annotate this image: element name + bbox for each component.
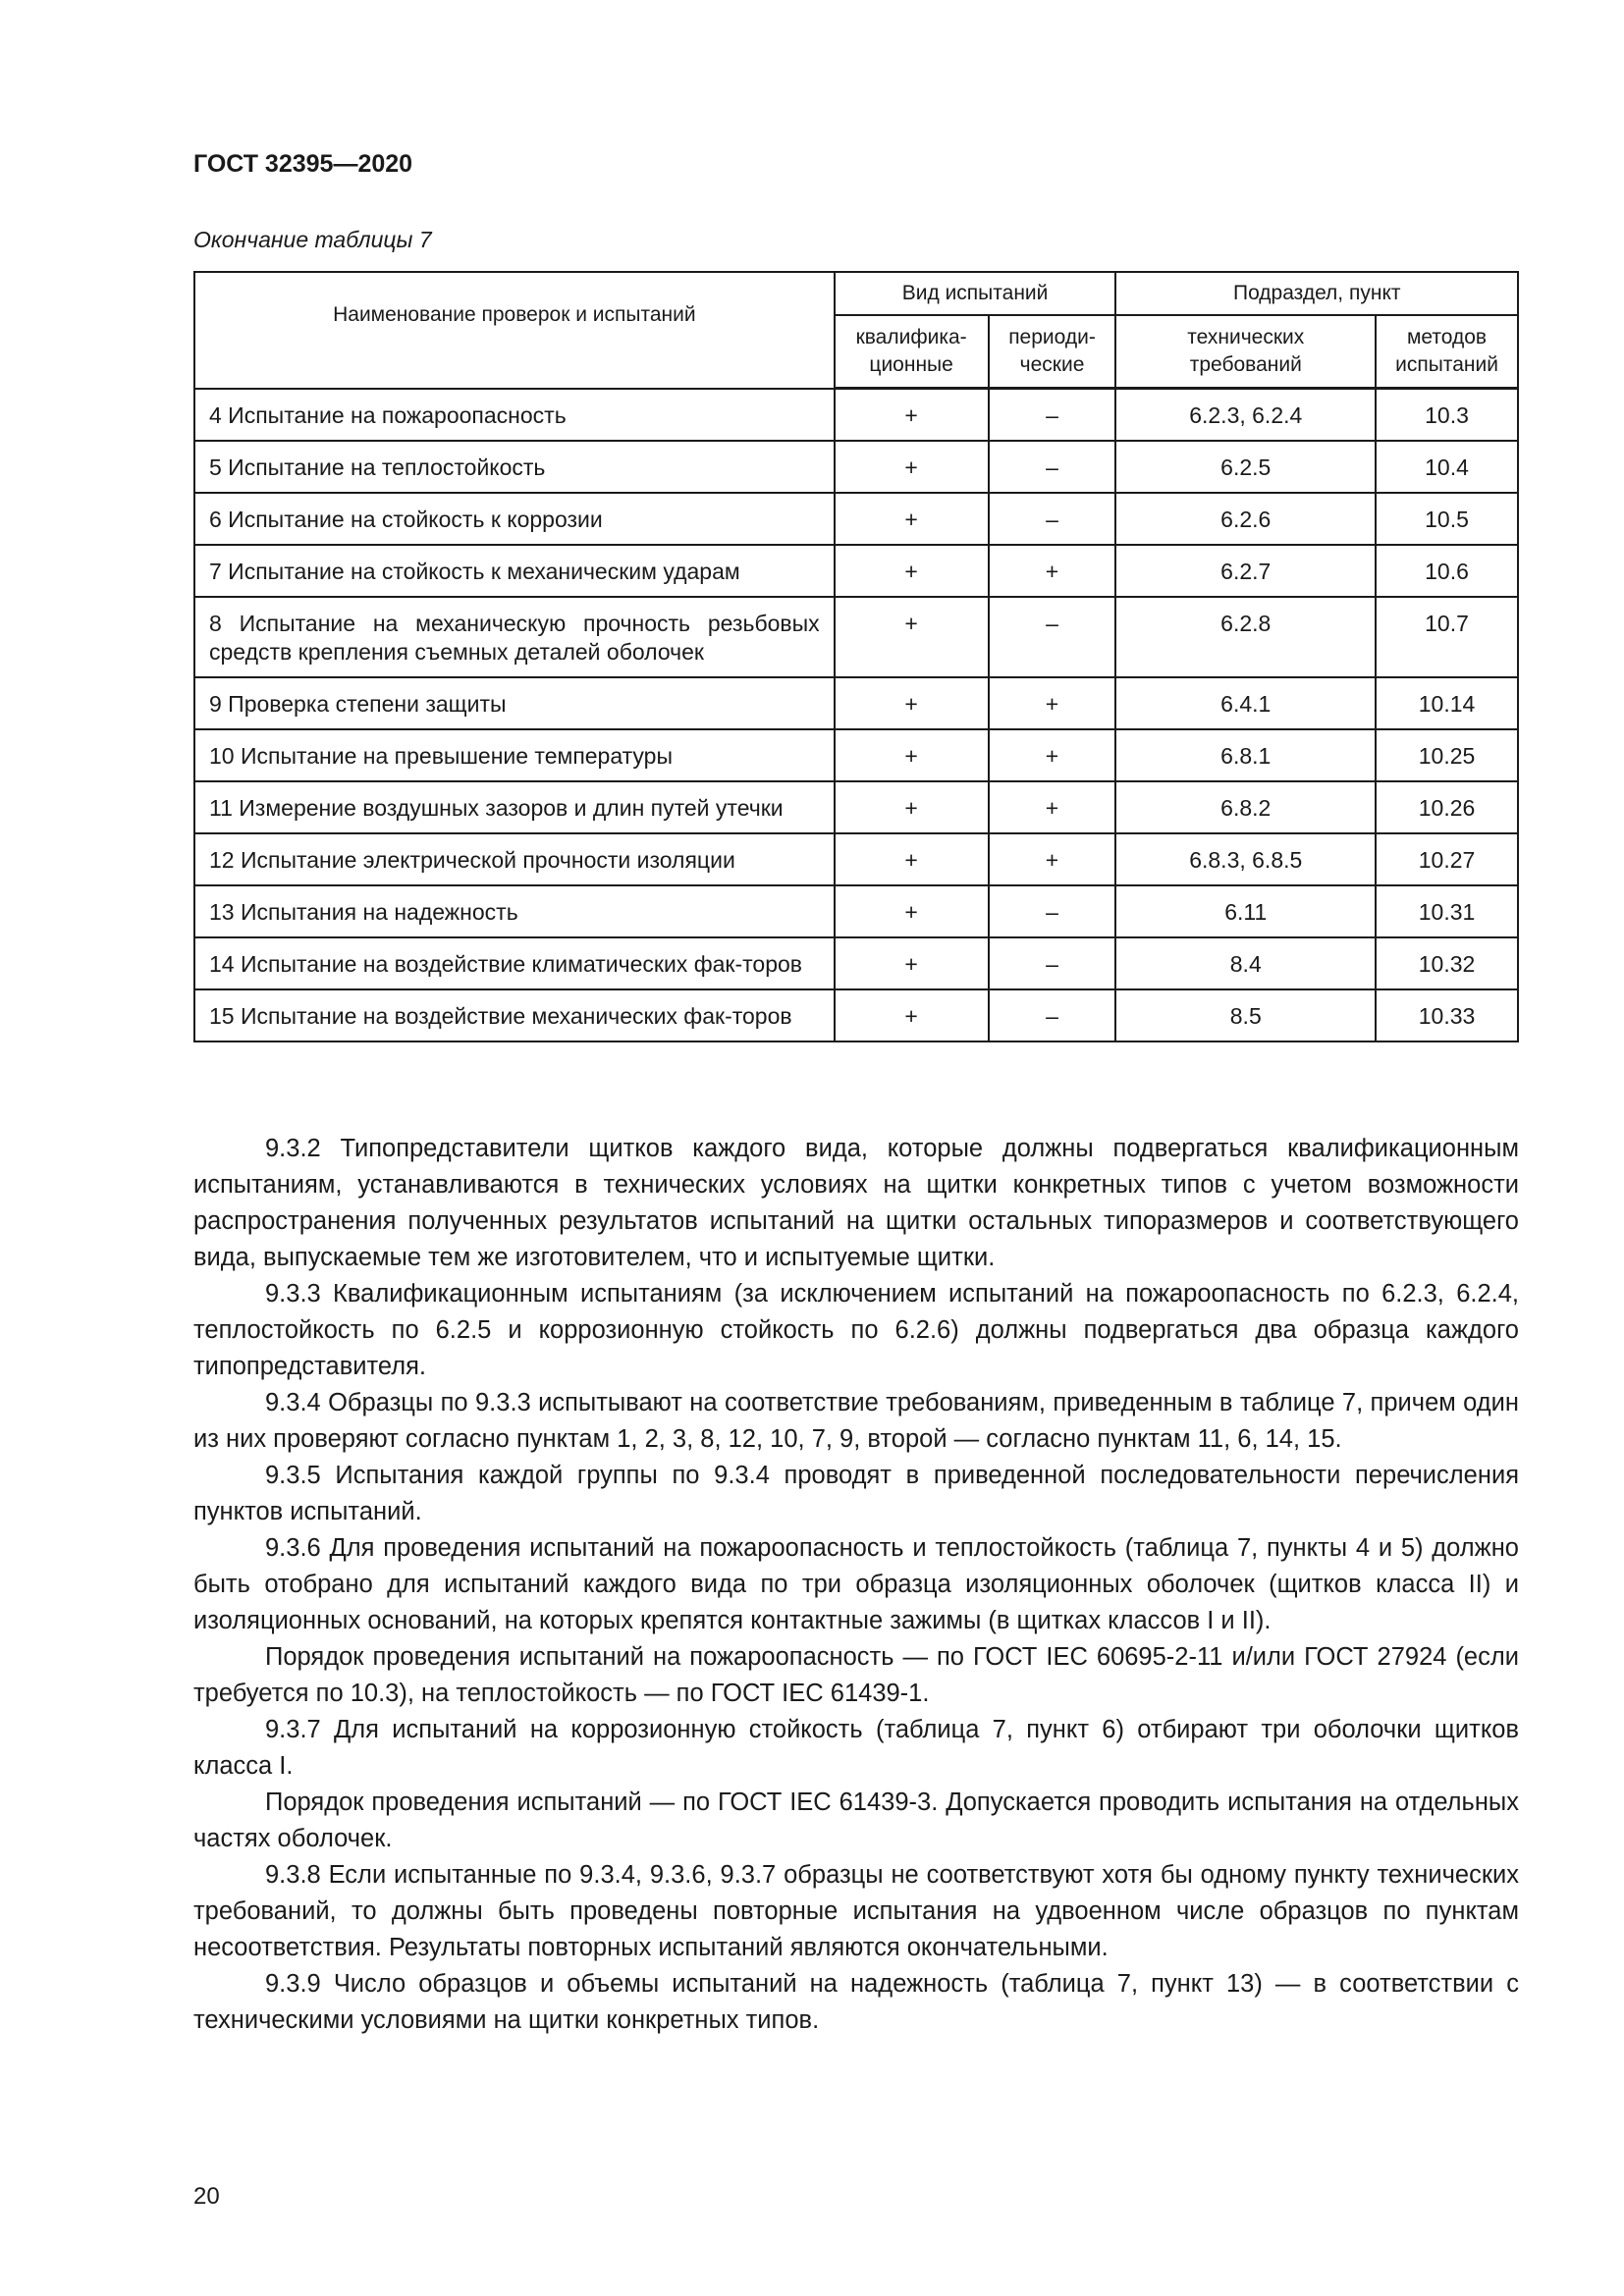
row-name: 11 Измерение воздушных зазоров и длин путей утечки — [194, 781, 835, 833]
table-row — [194, 937, 1518, 989]
row-name: 14 Испытание на воздействие климатических фак-торов — [194, 937, 835, 989]
row-tech-requirements: 6.8.3, 6.8.5 — [1115, 833, 1376, 885]
row-periodic: – — [989, 989, 1116, 1041]
row-periodic: – — [989, 597, 1116, 677]
row-name: 10 Испытание на превышение температуры — [194, 729, 835, 781]
table-header-row-1 — [194, 272, 1518, 315]
row-qualification: + — [835, 545, 989, 597]
table-row — [194, 729, 1518, 781]
row-qualification: + — [835, 493, 989, 545]
paragraph-9-3-9: 9.3.9 Число образцов и объемы испытаний на надежность (таблица 7, пункт 13) — в соответствии с техническими условиями на щитки конкретных типов. — [193, 1970, 1519, 2034]
paragraph-9-3-5: 9.3.5 Испытания каждой группы по 9.3.4 проводят в приведенной последовательности перечисления пунктов испытаний. — [193, 1462, 1519, 1525]
table-row — [194, 677, 1518, 729]
tech-requirements-label: технических требований — [1187, 326, 1305, 376]
paragraph-corrosion-test-procedure: Порядок проведения испытаний — по ГОСТ IEC 61439-3. Допускается проводить испытания на отдельных частях оболочек. — [193, 1789, 1519, 1852]
row-tech-requirements: 6.8.2 — [1115, 781, 1376, 833]
row-periodic: – — [989, 441, 1116, 493]
row-qualification: + — [835, 389, 989, 442]
row-tech-requirements: 6.11 — [1115, 885, 1376, 937]
column-header-qualification — [835, 315, 989, 389]
column-header-test-methods — [1376, 315, 1518, 389]
row-tech-requirements: 6.2.5 — [1115, 441, 1376, 493]
row-qualification: + — [835, 989, 989, 1041]
row-periodic: + — [989, 781, 1116, 833]
row-periodic: – — [989, 493, 1116, 545]
row-name: 6 Испытание на стойкость к коррозии — [194, 493, 835, 545]
row-test-method: 10.26 — [1376, 781, 1518, 833]
column-group-subsection: Подраздел, пункт — [1115, 272, 1518, 315]
periodic-label: периоди- ческие — [1008, 326, 1096, 376]
column-group-test-type: Вид испытаний — [835, 272, 1116, 315]
paragraph-fire-test-procedure: Порядок проведения испытаний на пожароопасность — по ГОСТ IEC 60695-2-11 и/или ГОСТ 27924 (если требуется по 10.3), на теплостойкость — по ГОСТ IEC 61439-1. — [193, 1643, 1519, 1707]
qualification-label: квалифика- ционные — [855, 326, 967, 376]
column-header-tech-requirements — [1115, 315, 1376, 389]
paragraph-9-3-3: 9.3.3 Квалификационным испытаниям (за исключением испытаний на пожароопасность по 6.2.3, 6.2.4, теплостойкость по 6.2.5 и коррозионную стойкость по 6.2.6) должны подвергаться два образца каждого типопредставителя. — [193, 1280, 1519, 1380]
paragraph-9-3-2: 9.3.2 Типопредставители щитков каждого вида, которые должны подвергаться квалификационным испытаниям, устанавливаются в технических условиях на щитки конкретных типов с учетом возможности распространения полученных результатов испытаний на щитки остальных типоразмеров и соответствующего вида, выпускаемые тем же изготовителем, что и испытуемые щитки. — [193, 1135, 1519, 1271]
row-name: 13 Испытания на надежность — [194, 885, 835, 937]
row-test-method: 10.25 — [1376, 729, 1518, 781]
tests-table — [193, 271, 1519, 1042]
table-row — [194, 441, 1518, 493]
row-tech-requirements: 6.2.3, 6.2.4 — [1115, 389, 1376, 442]
row-name: 12 Испытание электрической прочности изоляции — [194, 833, 835, 885]
test-methods-label: методов испытаний — [1395, 326, 1498, 376]
body-text — [193, 1131, 1519, 2039]
row-test-method: 10.3 — [1376, 389, 1518, 442]
row-qualification: + — [835, 885, 989, 937]
row-tech-requirements: 6.4.1 — [1115, 677, 1376, 729]
table-row — [194, 885, 1518, 937]
row-periodic: – — [989, 937, 1116, 989]
row-test-method: 10.6 — [1376, 545, 1518, 597]
row-qualification: + — [835, 781, 989, 833]
row-test-method: 10.33 — [1376, 989, 1518, 1041]
row-periodic: + — [989, 545, 1116, 597]
table-row — [194, 781, 1518, 833]
paragraph-9-3-4: 9.3.4 Образцы по 9.3.3 испытывают на соответствие требованиям, приведенным в таблице 7, причем один из них проверяют согласно пунктам 1, 2, 3, 8, 12, 10, 7, 9, второй — согласно пунктам 11, 6, 14, 15. — [193, 1389, 1519, 1453]
row-tech-requirements: 6.8.1 — [1115, 729, 1376, 781]
paragraph-9-3-8: 9.3.8 Если испытанные по 9.3.4, 9.3.6, 9.3.7 образцы не соответствуют хотя бы одному пункту технических требований, то должны быть проведены повторные испытания на удвоенном числе образцов по пунктам несоответствия. Результаты повторных испытаний являются окончательными. — [193, 1861, 1519, 1961]
row-tech-requirements: 6.2.7 — [1115, 545, 1376, 597]
row-periodic: – — [989, 885, 1116, 937]
paragraph-9-3-6: 9.3.6 Для проведения испытаний на пожароопасность и теплостойкость (таблица 7, пункты 4 и 5) должно быть отобрано для испытаний каждого вида по три образца изоляционных оболочек (щитков класса II) и изоляционных оснований, на которых крепятся контактные зажимы (в щитках классов I и II). — [193, 1534, 1519, 1634]
row-test-method: 10.7 — [1376, 597, 1518, 677]
row-periodic: + — [989, 833, 1116, 885]
row-tech-requirements: 8.4 — [1115, 937, 1376, 989]
row-qualification: + — [835, 597, 989, 677]
row-qualification: + — [835, 729, 989, 781]
column-header-name: Наименование проверок и испытаний — [194, 272, 835, 389]
row-test-method: 10.5 — [1376, 493, 1518, 545]
row-test-method: 10.31 — [1376, 885, 1518, 937]
row-periodic: + — [989, 729, 1116, 781]
table-caption: Окончание таблицы 7 — [193, 227, 432, 252]
row-tech-requirements: 8.5 — [1115, 989, 1376, 1041]
row-periodic: – — [989, 389, 1116, 442]
row-name: 9 Проверка степени защиты — [194, 677, 835, 729]
page-number: 20 — [193, 2183, 220, 2210]
row-qualification: + — [835, 677, 989, 729]
table-row — [194, 545, 1518, 597]
row-periodic: + — [989, 677, 1116, 729]
row-qualification: + — [835, 937, 989, 989]
table-row — [194, 989, 1518, 1041]
row-tech-requirements: 6.2.8 — [1115, 597, 1376, 677]
table-row — [194, 833, 1518, 885]
table-row — [194, 493, 1518, 545]
document-header: ГОСТ 32395—2020 — [193, 150, 413, 178]
row-name: 8 Испытание на механическую прочность резьбовых средств крепления съемных деталей оболочек — [194, 597, 835, 677]
row-test-method: 10.32 — [1376, 937, 1518, 989]
row-name: 15 Испытание на воздействие механических фак-торов — [194, 989, 835, 1041]
row-name: 7 Испытание на стойкость к механическим ударам — [194, 545, 835, 597]
table-row — [194, 389, 1518, 442]
row-qualification: + — [835, 441, 989, 493]
paragraph-9-3-7: 9.3.7 Для испытаний на коррозионную стойкость (таблица 7, пункт 6) отбирают три оболочки щитков класса I. — [193, 1716, 1519, 1780]
column-header-periodic — [989, 315, 1116, 389]
table-row — [194, 597, 1518, 677]
row-test-method: 10.14 — [1376, 677, 1518, 729]
row-test-method: 10.4 — [1376, 441, 1518, 493]
row-name: 5 Испытание на теплостойкость — [194, 441, 835, 493]
row-test-method: 10.27 — [1376, 833, 1518, 885]
row-qualification: + — [835, 833, 989, 885]
row-tech-requirements: 6.2.6 — [1115, 493, 1376, 545]
row-name: 4 Испытание на пожароопасность — [194, 389, 835, 442]
